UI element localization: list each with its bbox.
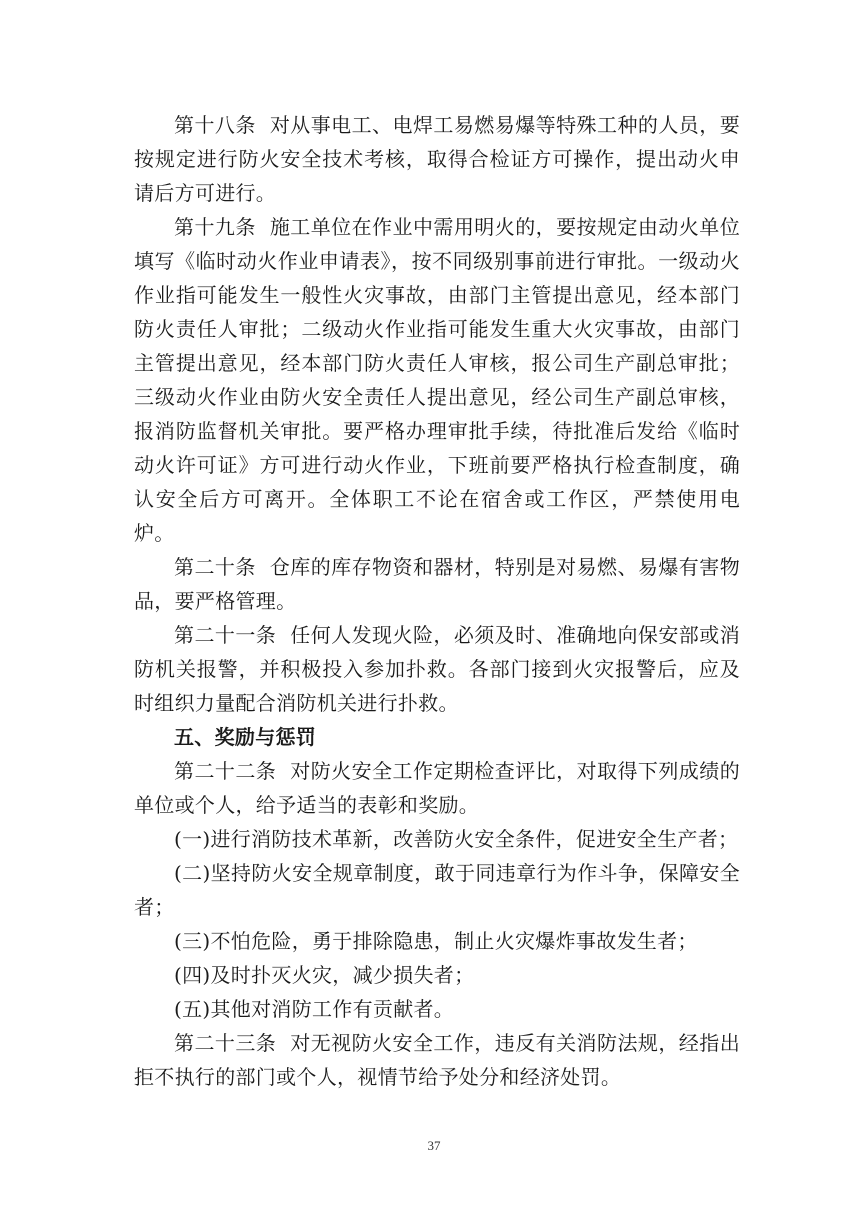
article-label: 第二十二条 [174, 759, 277, 783]
document-body [134, 108, 740, 1094]
article-23 [134, 1026, 740, 1094]
article-text: 对无视防火安全工作，违反有关消防法规，经指出拒不执行的部门或个人，视情节给予处分和经济处罚。 [134, 1031, 740, 1089]
article-text: 仓库的库存物资和器材，特别是对易燃、易爆有害物品，要严格管理。 [134, 555, 741, 613]
article-text: 对从事电工、电焊工易燃易爆等特殊工种的人员，要按规定进行防火安全技术考核，取得合检证方可操作，提出动火申请后方可进行。 [134, 113, 741, 205]
article-label: 第二十三条 [174, 1031, 277, 1055]
article-text: 任何人发现火险，必须及时、准确地向保安部或消防机关报警，并积极投入参加扑救。各部门接到火灾报警后，应及时组织力量配合消防机关进行扑救。 [134, 623, 740, 715]
article-label: 第十九条 [174, 215, 256, 239]
list-item: (一)进行消防技术革新，改善防火安全条件，促进安全生产者； [174, 827, 739, 851]
article-20 [134, 550, 740, 618]
list-item: (五)其他对消防工作有贡献者。 [174, 997, 455, 1021]
list-item: (二)坚持防火安全规章制度，敢于同违章行为作斗争，保障安全者； [134, 861, 740, 919]
article-text: 施工单位在作业中需用明火的，要按规定由动火单位填写《临时动火作业申请表》，按不同级别事前进行审批。一级动火作业指可能发生一般性火灾事故，由部门主管提出意见，经本部门防火责任人审批；二级动火作业指可能发生重大火灾事故，由部门主管提出意见，经本部门防火责任人审核，报公司生产副总审批；三级动火作业由防火安全责任人提出意见，经公司生产副总审核，报消防监督机关审批。要严格办理审批手续，待批准后发给《临时动火许可证》方可进行动火作业，下班前要严格执行检查制度，确认安全后方可离开。全体职工不论在宿舍或工作区，严禁使用电炉。 [134, 215, 741, 545]
list-item: (四)及时扑灭火灾，减少损失者； [174, 963, 475, 987]
article-label: 第十八条 [174, 113, 256, 137]
article-label: 第二十一条 [174, 623, 277, 647]
list-item: (三)不怕危险，勇于排除隐患，制止火灾爆炸事故发生者； [174, 929, 698, 953]
article-21 [134, 618, 740, 720]
section-heading: 五、奖励与惩罚 [174, 725, 317, 749]
article-text: 对防火安全工作定期检查评比，对取得下列成绩的单位或个人，给予适当的表彰和奖励。 [134, 759, 740, 817]
article-22 [134, 754, 740, 822]
article-18 [134, 108, 740, 210]
page-number: 37 [427, 1138, 441, 1153]
article-19 [134, 210, 740, 550]
article-label: 第二十条 [174, 555, 256, 579]
